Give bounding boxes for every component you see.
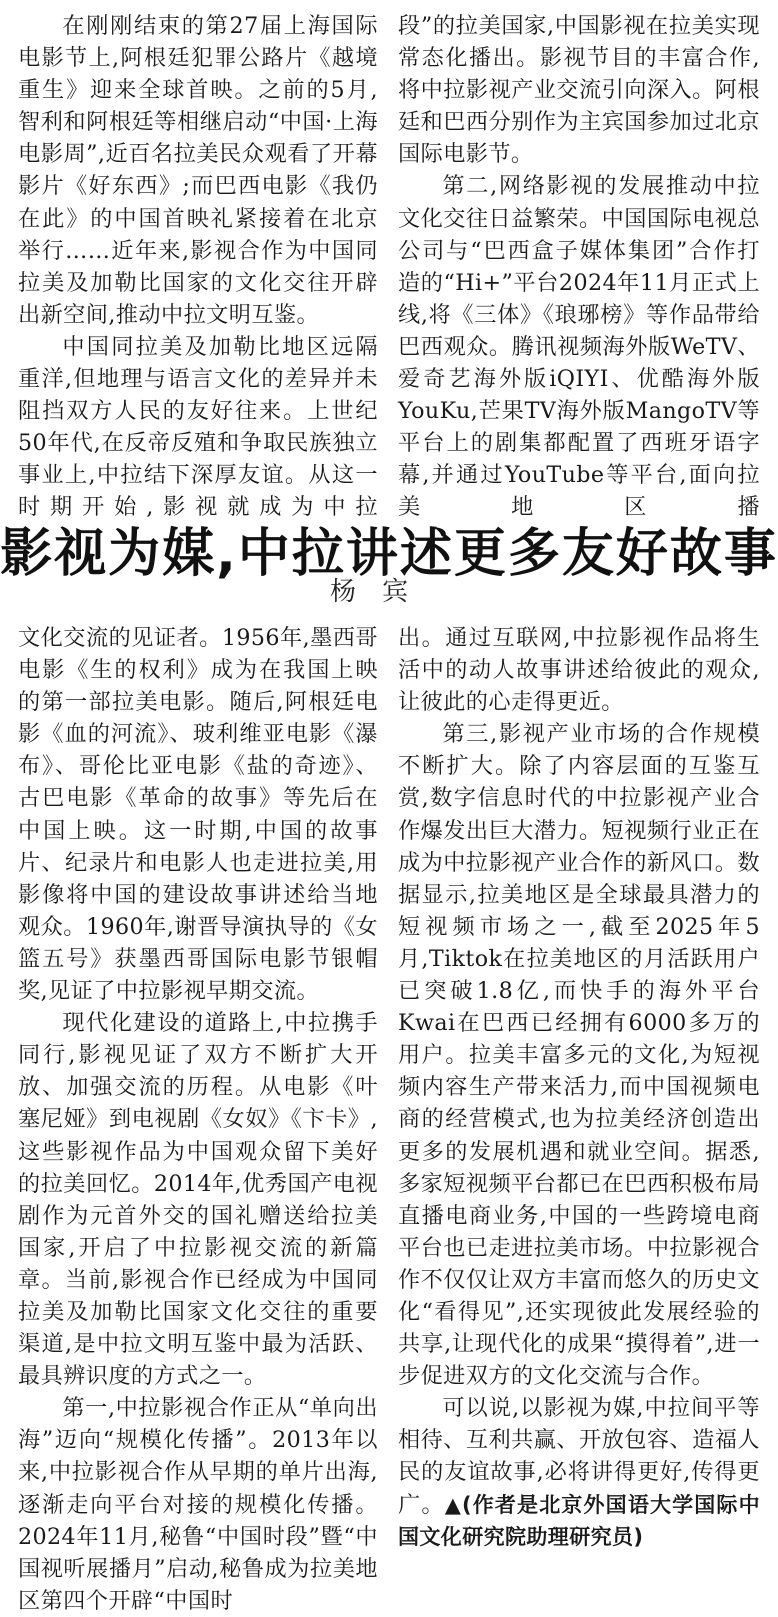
paragraph-first-point-part2: 段”的拉美国家,中国影视在拉美实现常态化播出。影视节目的丰富合作,将中拉影视产业交流引向深入。阿根廷和巴西分别作为主宾国参加过北京国际电影节。 [398, 13, 760, 168]
article-headline: 影视为媒,中拉讲述更多友好故事 [0, 523, 778, 584]
paragraph-conclusion [398, 1392, 760, 1552]
paragraph-third-point: 第三,影视产业市场的合作规模不断扩大。除了内容层面的互鉴互赏,数字信息时代的中拉影视产业合作爆发出巨大潜力。短视频行业正在成为中拉影视产业合作的新风口。数据显示,拉美地区是全球最具潜力的短视频市场之一,截至2025年5月,Tiktok在拉美地区的月活跃用户已突破1.8亿,而快手的海外平台Kwai在巴西已经拥有6000多万的用户。拉美丰富多元的文化,为短视频内容生产带来活力,而中国视频电商的经营模式,也为拉美经济创造出更多的发展机遇和就业空间。据悉,多家短视频平台都已在巴西积极布局直播电商业务,中国的一些跨境电商平台也已走进拉美市场。中拉影视合作不仅仅让双方丰富而悠久的历史文化“看得见”,还实现彼此发展经验的共享,让现代化的成果“摸得着”,进一步促进双方的文化交流与合作。 [398, 721, 760, 1390]
paragraph-history-part1: 中国同拉美及加勒比地区远隔重洋,但地理与语言文化的差异并未阻挡双方人民的友好往来。上世纪50年代,在反帝反殖和争取民族独立事业上,中拉结下深厚友谊。从这一时期开始,影视就成为中拉 [18, 333, 378, 521]
paragraph-second-point-part2: 出。通过互联网,中拉影视作品将生活中的动人故事讲述给彼此的观众,让彼此的心走得更近。 [398, 625, 760, 716]
paragraph-modernization: 现代化建设的道路上,中拉携手同行,影视见证了双方不断扩大开放、加强交流的历程。从电影《叶塞尼娅》到电视剧《女奴》《卞卡》,这些影视作品为中国观众留下美好的拉美回忆。2014年,优秀国产电视剧作为元首外交的国礼赠送给拉美国家,开启了中拉影视交流的新篇章。当前,影视合作已经成为中国同拉美及加勒比国家文化交往的重要渠道,是中拉文明互鉴中最为活跃、最具辨识度的方式之一。 [18, 1010, 378, 1390]
author-note: (作者是北京外国语大学国际中国文化研究院助理研究员) [398, 1492, 760, 1549]
paragraph-intro: 在刚刚结束的第27届上海国际电影节上,阿根廷犯罪公路片《越境重生》迎来全球首映。之前的5月,智利和阿根廷等相继启动“中国·上海电影周”,近百名拉美民众观看了开幕影片《好东西》;而巴西电影《我仍在此》的中国首映礼紧接着在北京举行……近年来,影视合作为中国同拉美及加勒比国家的文化交往开辟出新空间,推动中拉文明互鉴。 [18, 13, 378, 328]
author-byline: 杨宾 [330, 577, 435, 607]
paragraph-second-point-part1: 第二,网络影视的发展推动中拉文化交往日益繁荣。中国国际电视总公司与“巴西盒子媒体集团”合作打造的“Hi+”平台2024年11月正式上线,将《三体》《琅琊榜》等作品带给巴西观众。腾讯视频海外版WeTV、爱奇艺海外版iQIYI、优酷海外版YouKu,芒果TV海外版MangoTV等平台上的剧集都配置了西班牙语字幕,并通过YouTube等平台,面向拉美地区播 [398, 173, 760, 521]
paragraph-history-part2: 文化交流的见证者。1956年,墨西哥电影《生的权利》成为在我国上映的第一部拉美电影。随后,阿根廷电影《血的河流》、玻利维亚电影《瀑布》、哥伦比亚电影《盐的奇迹》、古巴电影《革命的故事》等先后在中国上映。这一时期,中国的故事片、纪录片和电影人也走进拉美,用影像将中国的建设故事讲述给当地观众。1960年,谢晋导演执导的《女篮五号》获墨西哥国际电影节银帽奖,见证了中拉影视早期交流。 [18, 625, 378, 1005]
end-mark: ▲ [444, 1492, 462, 1517]
article-column-bottom-right [398, 622, 760, 1553]
article-column-bottom-left [18, 622, 378, 1617]
article-column-top-right [398, 10, 760, 524]
conclusion-text: 可以说,以影视为媒,中拉间平等相待、互利共赢、开放包容、造福人民的友谊故事,必将讲得更好,传得更广。 [398, 1395, 760, 1518]
article-column-top-left [18, 10, 378, 524]
paragraph-first-point-part1: 第一,中拉影视合作正从“单向出海”迈向“规模化传播”。2013年以来,中拉影视合作从早期的单片出海,逐渐走向平台对接的规模化传播。2024年11月,秘鲁“中国时段”暨“中国视听展播月”启动,秘鲁成为拉美地区第四个开辟“中国时 [18, 1395, 378, 1614]
